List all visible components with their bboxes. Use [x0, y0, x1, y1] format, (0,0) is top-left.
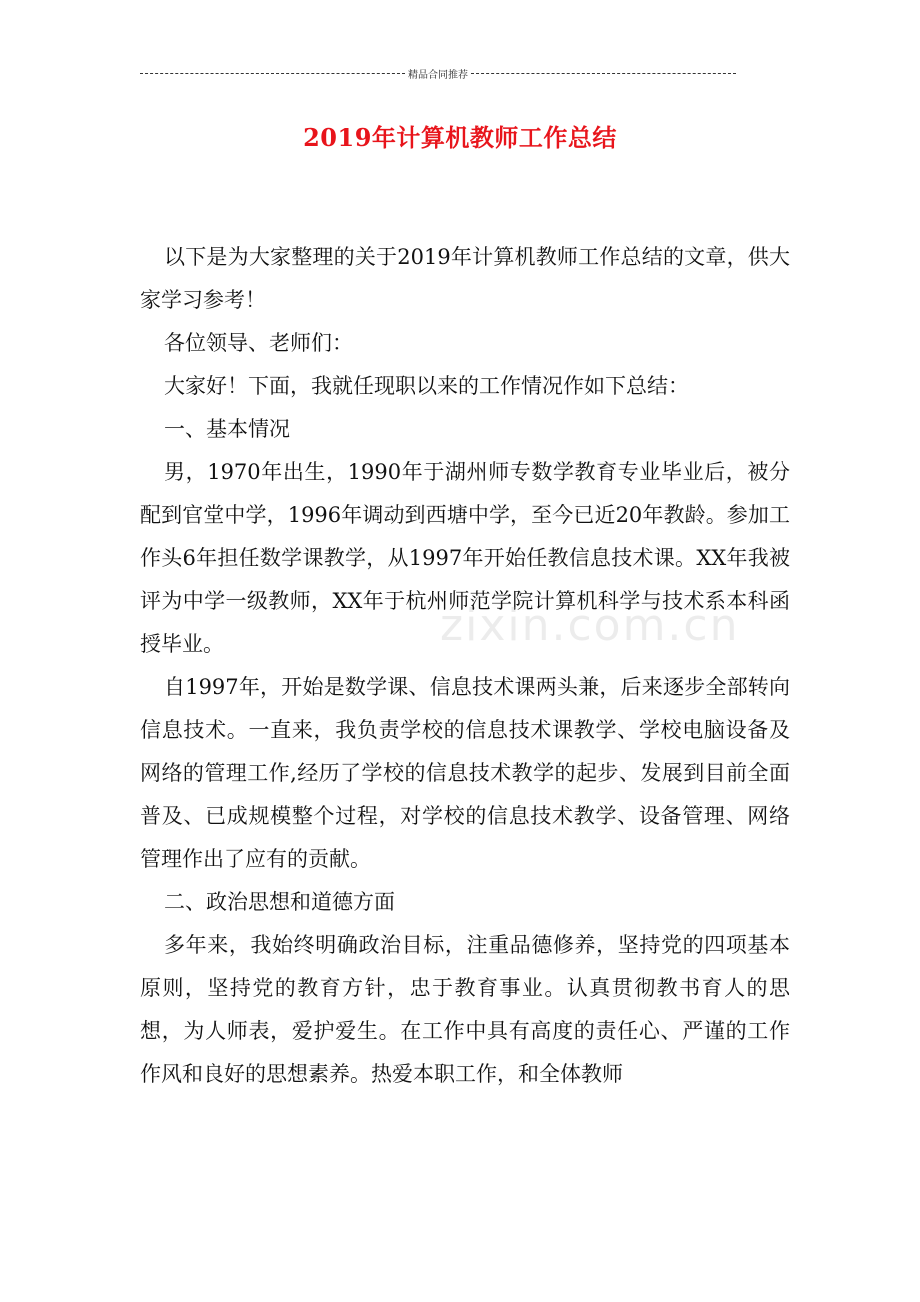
paragraph: 男，1970年出生，1990年于湖州师专数学教育专业毕业后，被分配到官堂中学，1996年调动到西塘中学，至今已近20年教龄。参加工作头6年担任数学课教学，从1997年开始任教信息技术课。XX年我被评为中学一级教师，XX年于杭州师范学院计算机科学与技术系本科函授毕业。 [140, 460, 790, 656]
paragraph: 各位领导、老师们： [164, 331, 353, 355]
watermark: zixin.com.cn [440, 600, 740, 651]
header-dash-left [140, 73, 405, 74]
page-header [140, 66, 736, 81]
paragraph: 以下是为大家整理的关于2019年计算机教师工作总结的文章，供大家学习参考！ [140, 245, 790, 312]
paragraph: 多年来，我始终明确政治目标，注重品德修养，坚持党的四项基本原则，坚持党的教育方针，忠于教育事业。认真贯彻教书育人的思想，为人师表，爱护爱生。在工作中具有高度的责任心、严谨的工作作风和良好的思想素养。热爱本职工作，和全体教师 [140, 933, 790, 1086]
header-label: 精品合同推荐 [408, 70, 468, 81]
paragraph: 自1997年，开始是数学课、信息技术课两头兼，后来逐步全部转向信息技术。一直来，我负责学校的信息技术课教学、学校电脑设备及网络的管理工作,经历了学校的信息技术教学的起步、发展到目前全面普及、已成规模整个过程，对学校的信息技术教学、设备管理、网络管理作出了应有的贡献。 [140, 675, 790, 871]
section-heading: 二、政治思想和道德方面 [164, 890, 395, 914]
document-title: 2019年计算机教师工作总结 [303, 123, 617, 152]
section-heading: 一、基本情况 [164, 417, 290, 441]
header-dash-right [471, 73, 736, 74]
paragraph: 大家好！下面，我就任现职以来的工作情况作如下总结： [164, 374, 689, 398]
document-body [140, 236, 790, 1096]
